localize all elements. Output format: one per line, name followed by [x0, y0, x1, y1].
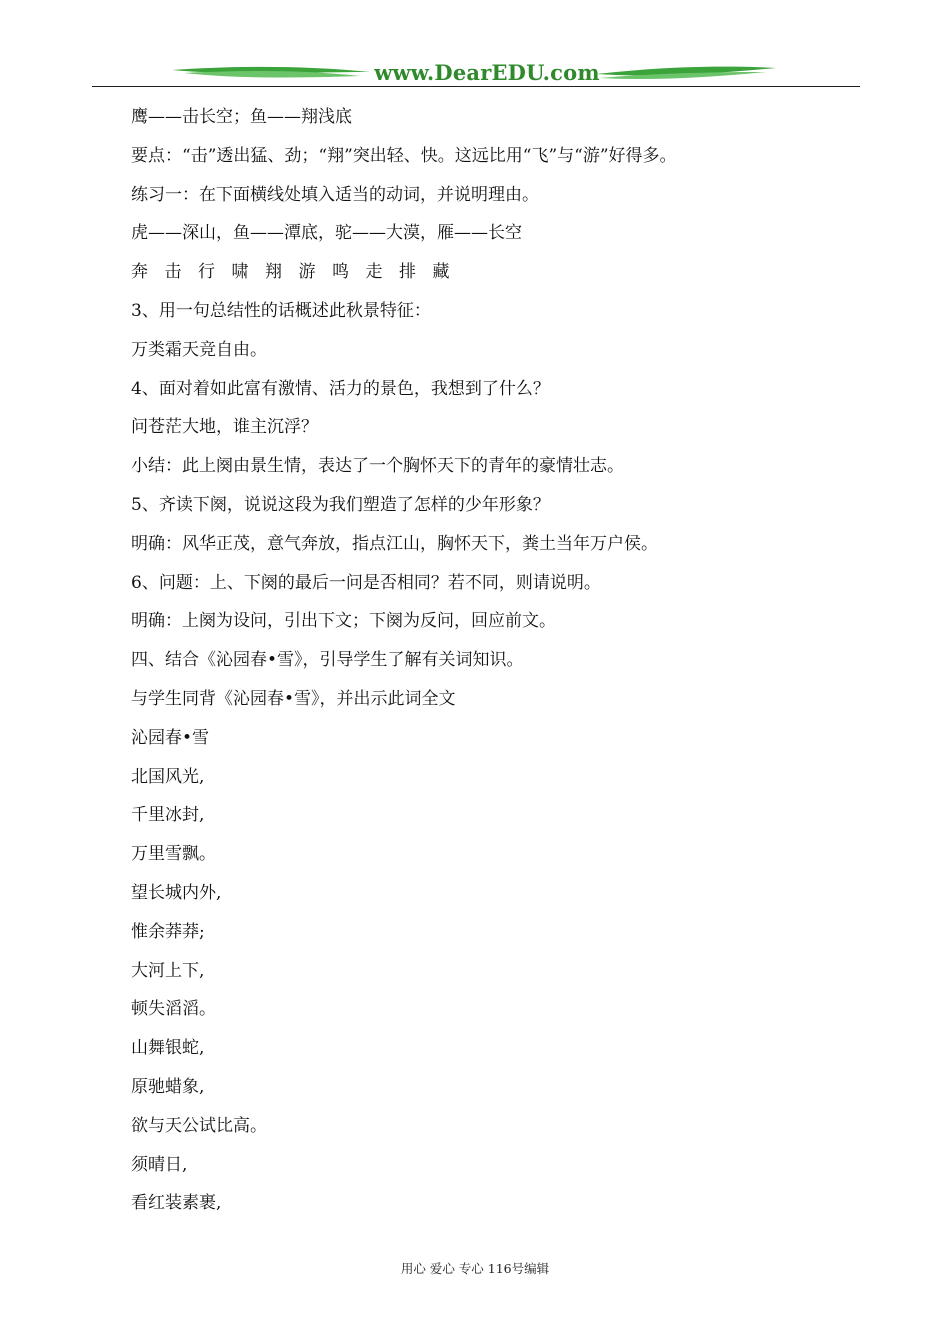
verb-options-row — [131, 253, 861, 292]
text-line: 四、结合《沁园春•雪》，引导学生了解有关词知识。 — [131, 650, 524, 671]
text-line: 沁园春•雪 — [131, 727, 210, 748]
text-line: 明确：风华正茂，意气奔放，指点江山，胸怀天下，粪土当年万户侯。 — [131, 533, 658, 554]
text-line: 与学生同背《沁园春•雪》，并出示此词全文 — [131, 688, 456, 709]
verb-option: 奔 — [131, 262, 148, 283]
text-line: 原驰蜡象, — [131, 1076, 205, 1097]
text-line: 6、问题：上、下阕的最后一问是否相同？若不同，则请说明。 — [131, 572, 601, 593]
text-line: 惟余莽莽; — [131, 921, 205, 942]
verb-option: 鸣 — [332, 262, 349, 283]
text-line: 明确：上阕为设问，引出下文；下阕为反问，回应前文。 — [131, 611, 556, 632]
text-line: 北国风光, — [131, 766, 205, 787]
verb-option: 走 — [365, 262, 383, 283]
text-line: 山舞银蛇, — [131, 1038, 205, 1059]
text-line: 要点：“击”透出猛、劲；“翔”突出轻、快。这远比用“飞”与“游”好得多。 — [131, 145, 677, 166]
site-logo-text[interactable]: www.DearEDU.com — [374, 60, 600, 85]
verb-option: 翔 — [265, 262, 282, 283]
text-line: 问苍茫大地，谁主沉浮？ — [131, 417, 318, 438]
verb-option: 排 — [399, 262, 416, 283]
verb-option: 游 — [298, 262, 316, 283]
text-line: 练习一：在下面横线处填入适当的动词，并说明理由。 — [131, 184, 539, 205]
text-line: 大河上下, — [131, 960, 205, 981]
text-line: 4、面对着如此富有激情、活力的景色，我想到了什么？ — [131, 378, 550, 399]
text-line: 5、齐读下阕，说说这段为我们塑造了怎样的少年形象？ — [131, 494, 550, 515]
header-divider — [92, 86, 860, 87]
verb-option: 藏 — [432, 262, 450, 283]
text-line: 顿失滔滔。 — [131, 999, 216, 1020]
verb-option: 啸 — [231, 262, 249, 283]
verb-option: 行 — [198, 262, 215, 283]
text-line: 须晴日, — [131, 1154, 188, 1175]
page-header — [0, 0, 950, 92]
text-line: 望长城内外, — [131, 882, 222, 903]
document-body — [131, 98, 861, 1223]
text-line: 欲与天公试比高。 — [131, 1115, 267, 1136]
text-line: 虎——深山，鱼——潭底，驼——大漠，雁——长空 — [131, 223, 522, 244]
text-line: 看红装素裹, — [131, 1193, 222, 1214]
text-line: 小结：此上阕由景生情，表达了一个胸怀天下的青年的豪情壮志。 — [131, 456, 624, 477]
verb-option: 击 — [164, 262, 182, 283]
page-footer: 用心 爱心 专心 116号编辑 — [400, 1261, 550, 1276]
text-line: 鹰——击长空；鱼——翔浅底 — [131, 107, 352, 127]
text-line: 3、用一句总结性的话概述此秋景特征： — [131, 300, 431, 321]
text-line: 千里冰封, — [131, 805, 205, 826]
text-line: 万类霜天竞自由。 — [131, 339, 267, 360]
text-line: 万里雪飘。 — [131, 844, 216, 865]
